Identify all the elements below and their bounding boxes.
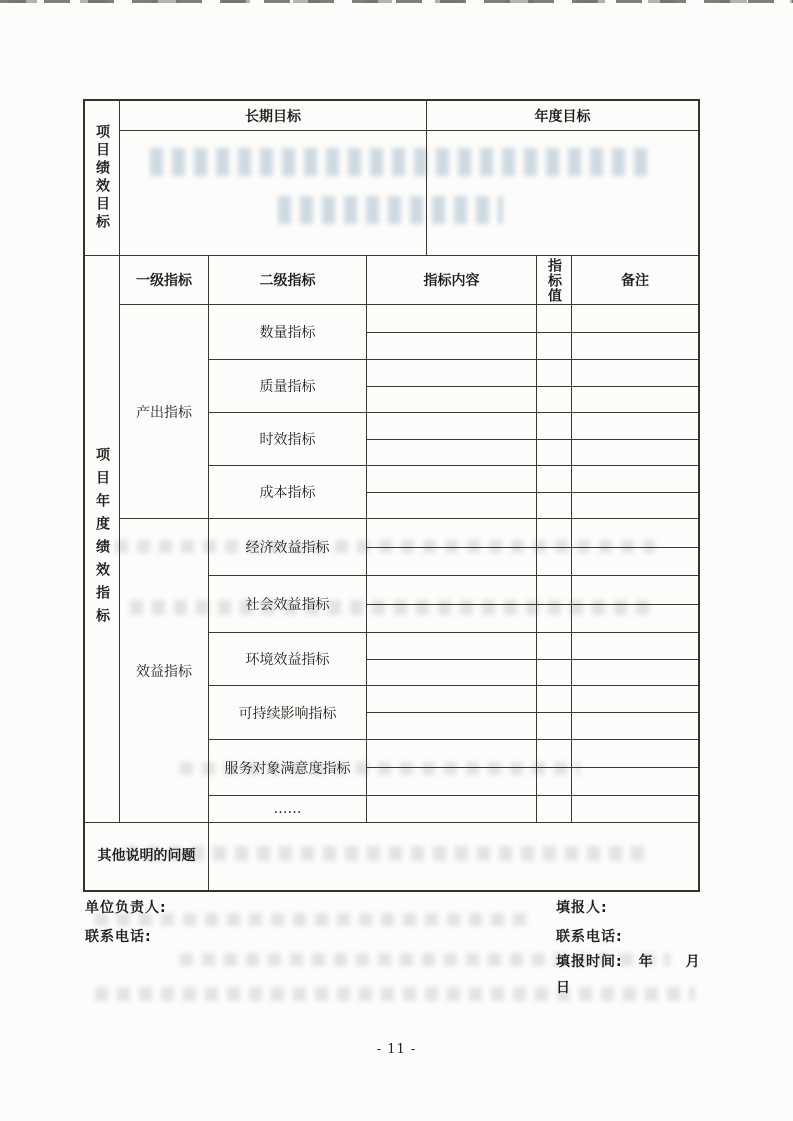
goals-value-row: [120, 131, 698, 255]
indicator-content-cell: [367, 519, 537, 547]
content-column-header: 指标内容: [367, 256, 537, 305]
year-label: 年: [638, 954, 654, 970]
remark-cell: [572, 740, 698, 767]
remark-cell: [572, 605, 698, 633]
indicator-row-ellipsis: [209, 796, 698, 822]
remark-cell: [572, 686, 698, 712]
remark-cell: [572, 633, 698, 659]
remark-cell: [572, 387, 698, 413]
filler-label: 填报人:: [556, 900, 608, 916]
indicator-content-cell: [367, 686, 537, 712]
indicator-content-cell: [367, 713, 537, 739]
level1-column-header: 一级指标: [120, 256, 209, 305]
indicator-header-row: [120, 256, 698, 305]
remark-cell: [572, 519, 698, 547]
level2-label: 环境效益指标: [209, 633, 367, 685]
indicator-value-cell: [537, 605, 572, 633]
indicator-value-cell: [537, 740, 572, 767]
indicator-value-cell: [537, 633, 572, 659]
annual-goal-header: 年度目标: [427, 101, 698, 131]
indicator-value-cell: [537, 796, 572, 822]
long-term-goal-header: 长期目标: [120, 101, 427, 131]
indicator-value-cell: [537, 305, 572, 332]
indicator-value-cell: [537, 660, 572, 686]
remark-cell: [572, 548, 698, 576]
annual-indicators-side-label: 项目年度绩效指标: [85, 256, 120, 822]
fill-date-line: [556, 951, 701, 971]
level2-label: 服务对象满意度指标: [209, 740, 367, 795]
other-issues-label: 其他说明的问题: [85, 823, 209, 890]
remark-cell: [572, 333, 698, 360]
level2-label: 时效指标: [209, 413, 367, 465]
indicator-content-cell: [367, 305, 537, 332]
indicator-content-cell: [367, 333, 537, 360]
scan-edge-artifact: [0, 0, 793, 3]
indicator-value-cell: [537, 466, 572, 492]
value-column-header: 指标值: [537, 256, 572, 305]
other-issues-cell: [209, 823, 698, 890]
bleed-through-artifact: [95, 987, 695, 1001]
indicator-content-cell: [367, 548, 537, 576]
performance-indicator-table: [83, 99, 700, 892]
level1-output-indicators: 产出指标: [120, 305, 208, 519]
indicator-value-cell: [537, 768, 572, 795]
indicator-value-cell: [537, 493, 572, 519]
long-term-goal-cell: [120, 131, 427, 255]
indicator-content-cell: [367, 493, 537, 519]
level2-column-header: 二级指标: [209, 256, 367, 305]
indicator-row: [209, 686, 698, 740]
level2-rows: [209, 305, 698, 822]
indicator-value-cell: [537, 519, 572, 547]
level2-label: 数量指标: [209, 305, 367, 359]
indicator-value-cell: [537, 440, 572, 466]
indicator-value-cell: [537, 548, 572, 576]
unit-head-label: 单位负责人:: [85, 900, 167, 916]
level2-label: ……: [209, 796, 367, 822]
fill-date-label: 填报时间:: [556, 954, 623, 970]
indicator-value-cell: [537, 413, 572, 439]
month-label: 月: [685, 954, 701, 970]
page-number: - 11 -: [376, 1042, 417, 1057]
indicator-row: [209, 740, 698, 796]
unit-phone-label: 联系电话:: [85, 929, 152, 945]
remark-cell: [572, 305, 698, 332]
indicator-row: [209, 360, 698, 413]
remark-cell: [572, 660, 698, 686]
indicator-content-cell: [367, 413, 537, 439]
indicator-content-cell: [367, 740, 537, 767]
remark-cell: [572, 576, 698, 604]
indicator-value-cell: [537, 360, 572, 386]
indicator-content-cell: [367, 466, 537, 492]
indicator-content-cell: [367, 633, 537, 659]
indicator-content-cell: [367, 360, 537, 386]
indicator-row: [209, 519, 698, 576]
day-label: 日: [556, 980, 571, 996]
level1-benefit-indicators: 效益指标: [136, 663, 192, 680]
indicator-content-cell: [367, 605, 537, 633]
annual-goal-cell: [427, 131, 698, 255]
remark-cell: [572, 768, 698, 795]
other-issues-section: [85, 822, 698, 890]
annual-indicators-section: [85, 255, 698, 822]
indicator-content-cell: [367, 440, 537, 466]
filler-phone-label: 联系电话:: [556, 929, 623, 945]
indicator-content-cell: [367, 576, 537, 604]
indicator-row: [209, 413, 698, 466]
indicator-value-cell: [537, 713, 572, 739]
indicator-content-cell: [367, 768, 537, 795]
level2-label: 社会效益指标: [209, 576, 367, 632]
indicator-row: [209, 305, 698, 360]
indicator-value-cell: [537, 576, 572, 604]
remark-column-header: 备注: [572, 256, 698, 305]
project-goals-section: [85, 101, 698, 255]
project-goals-side-label: 项目绩效目标: [85, 101, 120, 255]
level2-label: 成本指标: [209, 466, 367, 518]
indicator-content-cell: [367, 387, 537, 413]
indicator-row: [209, 466, 698, 519]
remark-cell: [572, 713, 698, 739]
remark-cell: [572, 466, 698, 492]
remark-cell: [572, 360, 698, 386]
indicator-value-cell: [537, 333, 572, 360]
indicator-value-cell: [537, 387, 572, 413]
indicator-value-cell: [537, 686, 572, 712]
remark-cell: [572, 493, 698, 519]
level1-column: [120, 305, 209, 822]
indicator-content-cell: [367, 796, 537, 822]
goals-header-row: [120, 101, 698, 131]
level2-label: 经济效益指标: [209, 519, 367, 575]
level2-label: 质量指标: [209, 360, 367, 412]
project-goals-main: [120, 101, 698, 255]
indicator-content-cell: [367, 660, 537, 686]
annual-indicators-main: [120, 256, 698, 822]
indicator-row: [209, 633, 698, 686]
indicator-row: [209, 576, 698, 633]
remark-cell: [572, 440, 698, 466]
remark-cell: [572, 413, 698, 439]
remark-cell: [572, 796, 698, 822]
indicator-body: [120, 305, 698, 822]
level2-label: 可持续影响指标: [209, 686, 367, 739]
